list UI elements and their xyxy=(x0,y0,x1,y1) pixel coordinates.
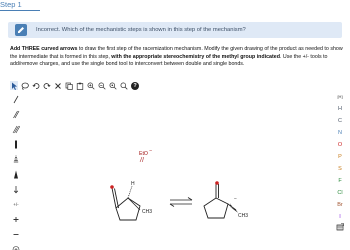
minus-charge-icon[interactable] xyxy=(11,229,21,240)
drawing-canvas[interactable] xyxy=(24,92,328,247)
product-plus-charge: + xyxy=(229,203,232,209)
element-i[interactable]: I xyxy=(339,214,341,220)
copy-icon[interactable] xyxy=(65,81,73,90)
element-h[interactable]: H xyxy=(338,106,342,112)
instructions-bold-1: Add THREE curved arrows xyxy=(10,46,78,52)
feedback-text: Incorrect. Which of the mechanistic steps is shown in this step of the mechanism? xyxy=(36,27,246,33)
left-toolbar xyxy=(11,94,21,250)
zoom-out-icon[interactable] xyxy=(98,81,106,90)
molecule-drawing[interactable] xyxy=(24,92,328,247)
element-panel xyxy=(331,91,349,235)
alpha-hydrogen-label: H xyxy=(131,181,135,187)
wedge-bond-icon[interactable] xyxy=(11,169,21,180)
element-f[interactable]: F xyxy=(338,178,342,184)
single-bond-icon[interactable] xyxy=(11,94,21,105)
product-oxygen-atom[interactable] xyxy=(215,181,219,185)
methyl-label-right: CH3 xyxy=(238,213,249,219)
ethoxide-charge: − xyxy=(149,148,153,154)
select-arrow-icon[interactable] xyxy=(10,81,18,90)
step-title-underline xyxy=(0,10,40,11)
paste-icon[interactable] xyxy=(76,81,84,90)
triple-bond-icon[interactable] xyxy=(11,124,21,135)
element-s[interactable]: S xyxy=(338,166,342,172)
element-n[interactable]: N xyxy=(338,130,342,136)
element-cl[interactable]: Cl xyxy=(337,190,343,196)
step-title: Step 1 xyxy=(0,0,22,9)
undo-icon[interactable] xyxy=(32,81,40,90)
bold-bond-icon[interactable] xyxy=(11,139,21,150)
zoom-in-icon[interactable] xyxy=(87,81,95,90)
element-p[interactable]: P xyxy=(338,154,342,160)
starting-molecule[interactable] xyxy=(110,181,152,220)
instructions-text-2: . Use the +/- tools to add/remove charges, and use the single bond tool to interconvert between double and single bonds. xyxy=(10,53,328,67)
instructions-bold-2: with the appropriate stereochemistry of the methyl group indicated xyxy=(111,53,280,60)
equilibrium-arrows-icon xyxy=(170,198,192,207)
pencil-icon xyxy=(14,23,28,37)
product-molecule[interactable] xyxy=(204,181,248,219)
feedback-banner xyxy=(8,22,342,38)
oxygen-atom[interactable] xyxy=(110,185,114,189)
zoom-reset-icon[interactable] xyxy=(109,81,117,90)
periodic-table-icon[interactable] xyxy=(336,223,344,235)
element-br[interactable]: Br xyxy=(337,202,343,208)
hash-bond-icon[interactable] xyxy=(11,154,21,165)
instructions xyxy=(10,46,346,69)
top-toolbar xyxy=(10,80,139,91)
chain-tool[interactable]: +/- xyxy=(13,202,19,207)
element-o[interactable]: O xyxy=(337,142,343,148)
plus-charge-icon[interactable] xyxy=(11,214,21,225)
ethoxide-ion[interactable] xyxy=(139,148,152,162)
element-c[interactable]: C xyxy=(338,118,342,124)
element-h-bracket[interactable]: [H] xyxy=(337,94,343,99)
lasso-icon[interactable] xyxy=(21,81,29,90)
reaction-arrow-icon[interactable] xyxy=(11,184,21,195)
delete-icon[interactable] xyxy=(54,81,62,90)
methyl-label-left: CH3 xyxy=(142,209,153,215)
product-minus-charge: − xyxy=(234,196,237,202)
increase-charge-icon[interactable] xyxy=(11,244,21,250)
search-icon[interactable] xyxy=(120,81,128,90)
help-button[interactable]: ? xyxy=(131,82,139,90)
ethoxide-label: EtO xyxy=(139,151,148,157)
double-bond-icon[interactable] xyxy=(11,109,21,120)
instructions-text-1: to draw the first step of the racemization mechanism. Modify the given drawing of the product as needed to show the intermediate that is formed in this step, xyxy=(10,46,343,60)
redo-icon[interactable] xyxy=(43,81,51,90)
